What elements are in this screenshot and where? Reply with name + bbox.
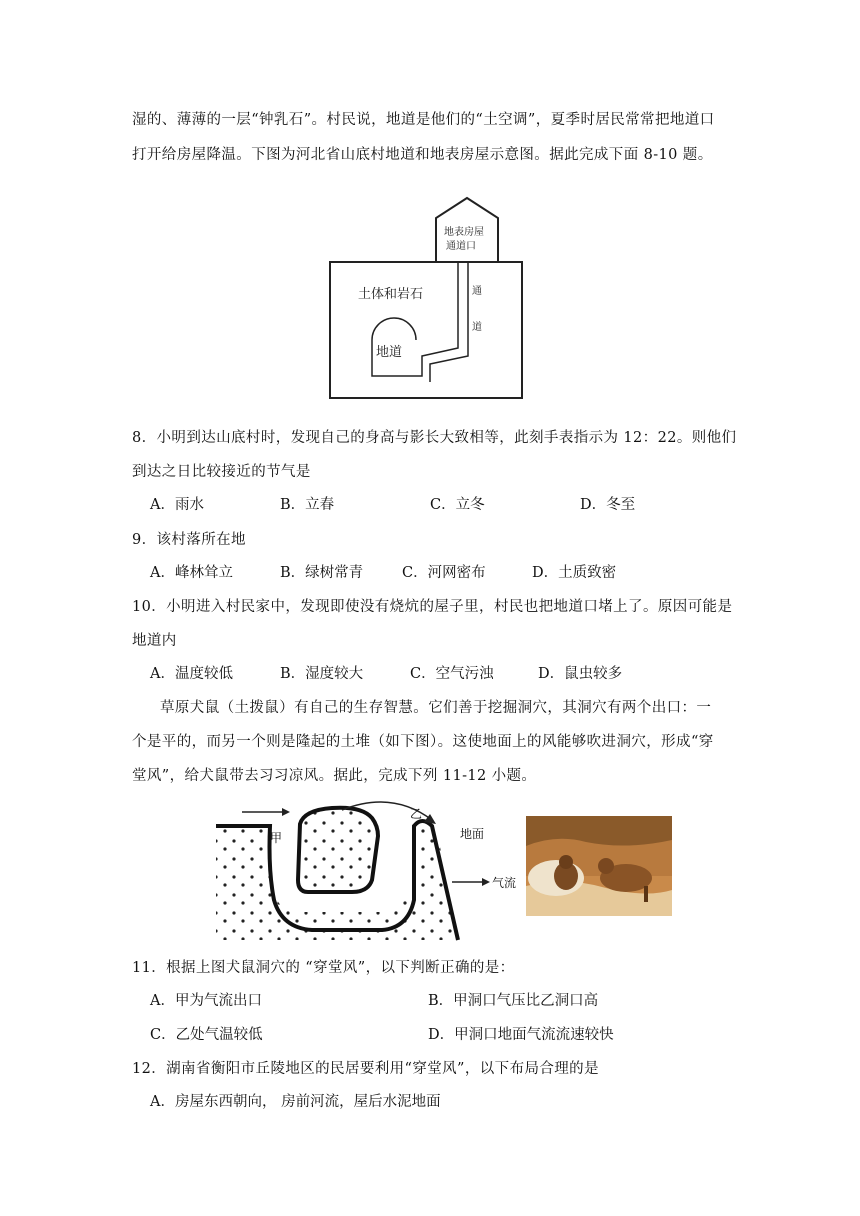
tunnel-label: 地道 xyxy=(376,345,403,360)
label-airflow: 气流 xyxy=(492,876,517,890)
soil-label: 土体和岩石 xyxy=(358,287,424,302)
passage-char-2: 道 xyxy=(472,322,482,333)
q9-option-d: D．土质致密 xyxy=(532,565,617,581)
q12-stem: 12．湖南省衡阳市丘陵地区的民居要利用“穿堂风”，以下布局合理的是 xyxy=(132,1061,599,1077)
intro-line-2: 打开给房屋降温。下图为河北省山底村地道和地表房屋示意图。据此完成下面 8-10 题。 xyxy=(132,147,713,163)
q11-option-d: D．甲洞口地面气流流速较快 xyxy=(428,1027,614,1043)
label-yi: 乙 xyxy=(410,807,423,821)
q8-option-d: D．冬至 xyxy=(580,497,636,513)
q11-option-c: C．乙处气温较低 xyxy=(150,1027,263,1043)
q10-line-2: 地道内 xyxy=(132,633,177,649)
q11-option-b: B．甲洞口气压比乙洞口高 xyxy=(428,993,599,1009)
house-label-2: 通道口 xyxy=(446,241,476,252)
passage-char-1: 通 xyxy=(472,286,482,297)
q8-option-c: C．立冬 xyxy=(430,497,485,513)
q9-stem: 9．该村落所在地 xyxy=(132,532,246,548)
q12-option-a: A．房屋东西朝向， 房前河流，屋后水泥地面 xyxy=(150,1094,441,1110)
q8-line-2: 到达之日比较接近的节气是 xyxy=(132,464,311,480)
q10-option-d: D．鼠虫较多 xyxy=(538,666,623,682)
label-jia: 甲 xyxy=(270,831,283,845)
q10-option-c: C．空气污浊 xyxy=(410,666,494,682)
q11-option-a: A．甲为气流出口 xyxy=(150,993,262,1009)
q10-option-a: A．温度较低 xyxy=(150,666,233,682)
passage2-line-2: 个是平的，而另一个则是隆起的土堆（如下图）。这使地面上的风能够吹进洞穴，形成“穿 xyxy=(132,734,714,750)
q10-option-b: B．湿度较大 xyxy=(280,666,364,682)
passage2-line-3: 堂风”，给犬鼠带去习习凉风。据此，完成下列 11-12 小题。 xyxy=(132,768,537,784)
intro-line-1: 湿的、薄薄的一层“钟乳石”。村民说，地道是他们的“土空调”，夏季时居民常常把地道口 xyxy=(132,112,715,128)
q9-option-c: C．河网密布 xyxy=(402,565,486,581)
label-ground: 地面 xyxy=(460,827,485,841)
tunnel-house-diagram xyxy=(318,180,538,406)
burrow-diagram xyxy=(212,800,522,946)
q8-option-b: B．立春 xyxy=(280,497,335,513)
q11-stem: 11．根据上图犬鼠洞穴的 “穿堂风”，以下判断正确的是： xyxy=(132,960,515,976)
prairie-dog-photo xyxy=(526,816,672,916)
house-label-1: 地表房屋 xyxy=(444,227,484,238)
q9-option-a: A．峰林耸立 xyxy=(150,565,233,581)
passage2-line-1: 草原犬鼠（土拨鼠）有自己的生存智慧。它们善于挖掘洞穴，其洞穴有两个出口：一 xyxy=(160,700,712,716)
q8-line-1: 8．小明到达山底村时，发现自己的身高与影长大致相等，此刻手表指示为 12：22。则他们 xyxy=(132,430,737,446)
q8-option-a: A．雨水 xyxy=(150,497,204,513)
q10-line-1: 10．小明进入村民家中，发现即使没有烧炕的屋子里，村民也把地道口堵上了。原因可能是 xyxy=(132,599,733,615)
q9-option-b: B．绿树常青 xyxy=(280,565,364,581)
